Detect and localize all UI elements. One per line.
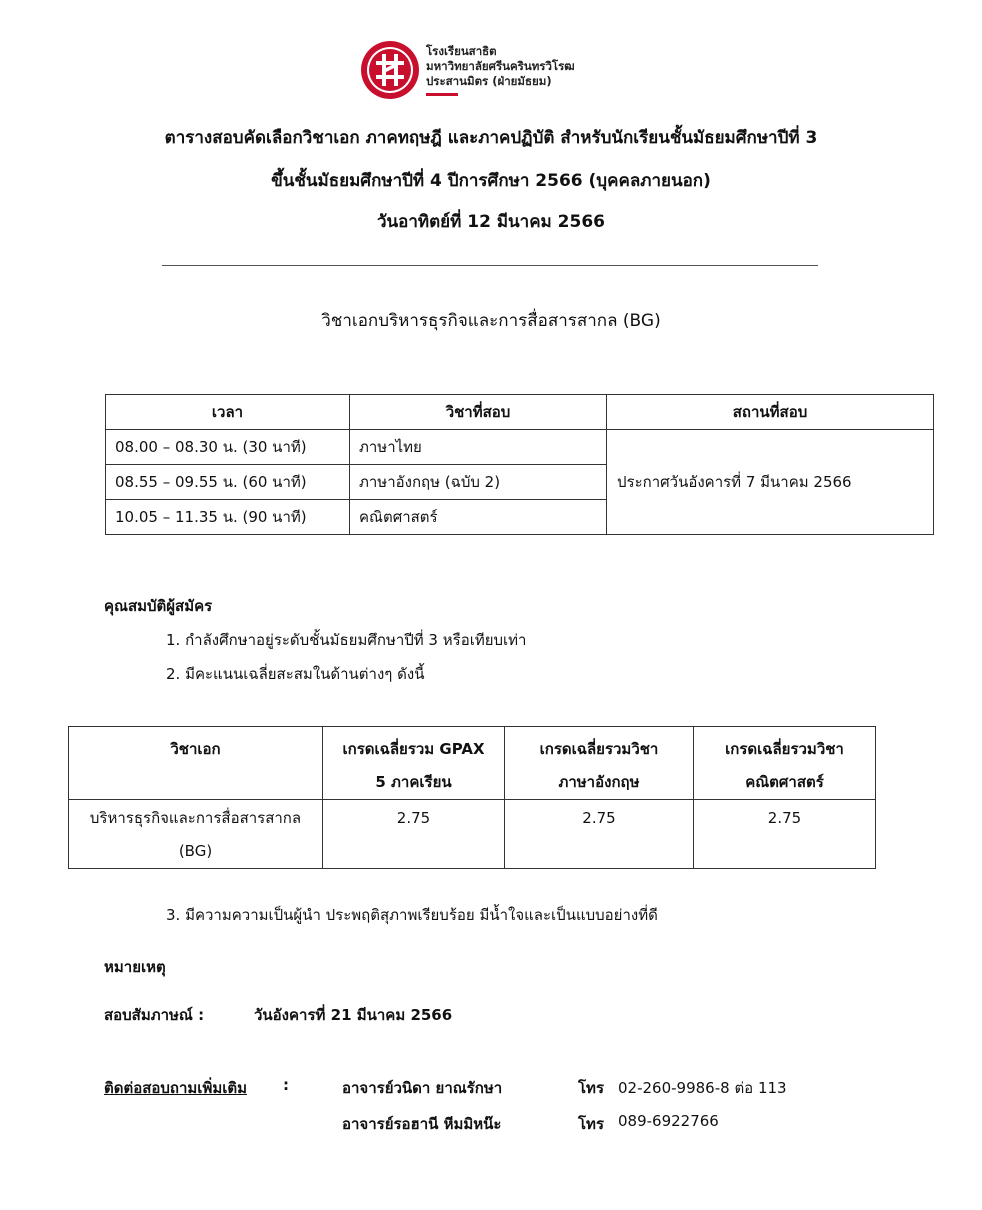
cell-location: ประกาศวันอังคารที่ 7 มีนาคม 2566 [607, 430, 934, 535]
interview-label: สอบสัมภาษณ์ : [104, 1006, 205, 1024]
cell-english: 2.75 [505, 800, 694, 869]
cell-major-line2: (BG) [178, 842, 213, 860]
qualification-item-1: 1. กำลังศึกษาอยู่ระดับชั้นมัธยมศึกษาปีที่ 3 หรือเทียบเท่า [166, 631, 527, 649]
cell-gpax: 2.75 [323, 800, 505, 869]
grades-table [68, 726, 876, 869]
cell-math: 2.75 [694, 800, 876, 869]
cell-subject: ภาษาอังกฤษ (ฉบับ 2) [350, 465, 607, 500]
cell-time: 10.05 – 11.35 น. (90 นาที) [106, 500, 350, 535]
qualification-item-3: 3. มีความความเป็นผู้นำ ประพฤติสุภาพเรียบร้อย มีน้ำใจและเป็นแบบอย่างที่ดี [166, 906, 658, 924]
table-header-row [106, 395, 934, 430]
header-math-line1: เกรดเฉลี่ยรวมวิชา [725, 740, 844, 758]
cell-time: 08.55 – 09.55 น. (60 นาที) [106, 465, 350, 500]
interview-date: วันอังคารที่ 21 มีนาคม 2566 [254, 1006, 453, 1024]
brand-underline [426, 93, 458, 96]
school-name-line2: มหาวิทยาลัยศรีนครินทรวิโรฒ [426, 59, 575, 73]
header-english [505, 727, 694, 800]
cell-major-line1: บริหารธุรกิจและการสื่อสารสากล [89, 809, 302, 827]
contact-tel-2: 089-6922766 [618, 1112, 719, 1130]
header-english-line1: เกรดเฉลี่ยรวมวิชา [539, 740, 659, 758]
table-row [69, 800, 876, 869]
title-line2: ขึ้นชั้นมัธยมศึกษาปีที่ 4 ปีการศึกษา 2566 (บุคคลภายนอก) [271, 171, 711, 191]
contact-name-2: อาจารย์รอฮานี หีมมิหน๊ะ [342, 1115, 502, 1133]
divider [162, 265, 818, 266]
contact-tel-1: 02-260-9986-8 ต่อ 113 [618, 1079, 787, 1097]
header-gpax-line2: 5 ภาคเรียน [375, 773, 452, 791]
contact-tel-label-1: โทร [578, 1079, 605, 1097]
school-name-line1: โรงเรียนสาธิต [426, 44, 497, 58]
cell-subject: ภาษาไทย [350, 430, 607, 465]
header-english-line2: ภาษาอังกฤษ [558, 773, 640, 791]
subject-title: วิชาเอกบริหารธุรกิจและการสื่อสารสากล (BG) [321, 311, 661, 331]
qualifications-heading: คุณสมบัติผู้สมัคร [104, 597, 213, 615]
contact-tel-label-2: โทร [578, 1115, 605, 1133]
header-time: เวลา [106, 395, 350, 430]
header-major-label: วิชาเอก [170, 740, 221, 758]
qualification-item-2: 2. มีคะแนนเฉลี่ยสะสมในด้านต่างๆ ดังนี้ [166, 665, 425, 683]
contact-name-1: อาจารย์วนิดา ยาณรักษา [342, 1079, 503, 1097]
header-math-line2: คณิตศาสตร์ [745, 773, 824, 791]
school-name [426, 44, 575, 89]
schedule-table [105, 394, 934, 535]
notes-heading: หมายเหตุ [104, 958, 166, 976]
school-name-line3: ประสานมิตร (ฝ่ายมัธยม) [426, 74, 552, 88]
title-line3: วันอาทิตย์ที่ 12 มีนาคม 2566 [376, 212, 605, 232]
cell-subject: คณิตศาสตร์ [350, 500, 607, 535]
school-logo-icon [360, 40, 420, 100]
table-header-row [69, 727, 876, 800]
contact-colon: : [283, 1076, 289, 1094]
header-math [694, 727, 876, 800]
table-row [106, 430, 934, 465]
header-subject: วิชาที่สอบ [350, 395, 607, 430]
cell-major [69, 800, 323, 869]
header-major [69, 727, 323, 800]
header-gpax [323, 727, 505, 800]
header-location: สถานที่สอบ [607, 395, 934, 430]
contact-label: ติดต่อสอบถามเพิ่มเติม [104, 1079, 247, 1097]
header-gpax-line1: เกรดเฉลี่ยรวม GPAX [342, 740, 485, 758]
cell-time: 08.00 – 08.30 น. (30 นาที) [106, 430, 350, 465]
title-line1: ตารางสอบคัดเลือกวิชาเอก ภาคทฤษฎี และภาคปฏิบัติ สำหรับนักเรียนชั้นมัธยมศึกษาปีที่ 3 [164, 128, 818, 148]
